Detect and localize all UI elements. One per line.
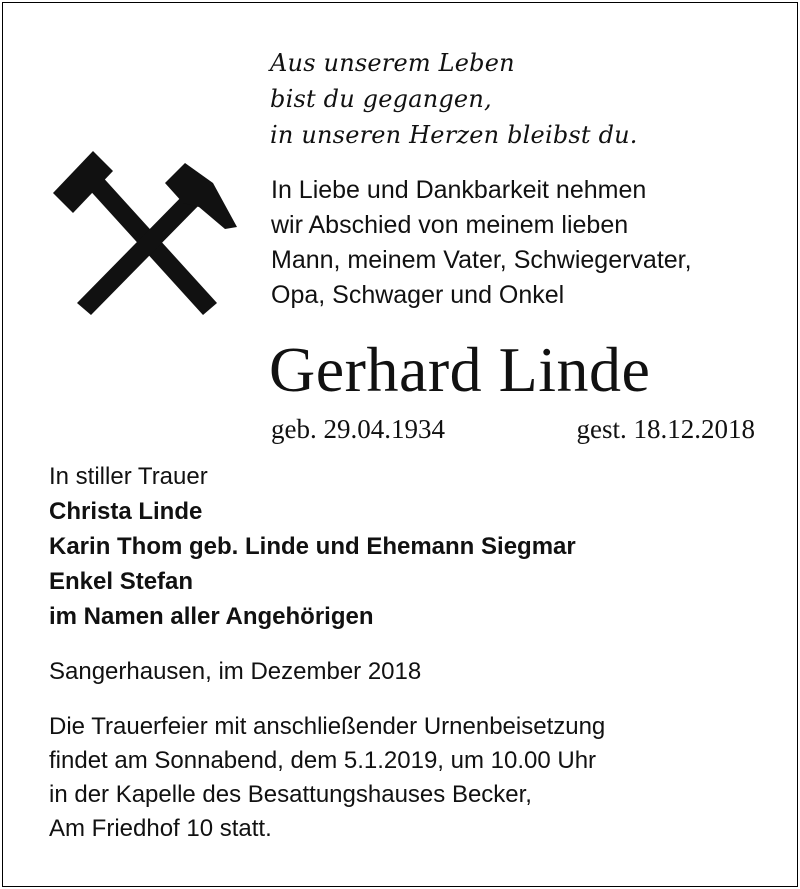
mourner-name: Enkel Stefan (49, 568, 194, 595)
motto (270, 45, 638, 153)
intro-line: Mann, meinem Vater, Schwiegervater, (271, 246, 692, 274)
motto-line: bist du gegangen, (270, 85, 492, 113)
hammer-and-pick-icon (47, 145, 237, 320)
birth-date: geb. 29.04.1934 (271, 414, 445, 444)
place-date: Sangerhausen, im Dezember 2018 (49, 658, 422, 685)
death-date: gest. 18.12.2018 (576, 414, 755, 444)
intro-line: wir Abschied von meinem lieben (271, 211, 629, 239)
funeral-line: in der Kapelle des Besattungshauses Becker, (49, 781, 532, 808)
obituary-frame (2, 2, 798, 887)
mourner-name: im Namen aller Angehörigen (49, 603, 374, 630)
funeral-info (49, 710, 605, 846)
mourners-block (49, 459, 576, 634)
funeral-line: findet am Sonnabend, dem 5.1.2019, um 10.00 Uhr (49, 747, 597, 774)
funeral-line: Am Friedhof 10 statt. (49, 815, 272, 842)
funeral-line: Die Trauerfeier mit anschließender Urnenbeisetzung (49, 713, 606, 740)
deceased-name: Gerhard Linde (269, 334, 651, 405)
intro-line: Opa, Schwager und Onkel (271, 281, 565, 309)
intro-line: In Liebe und Dankbarkeit nehmen (271, 176, 647, 204)
motto-line: Aus unserem Leben (270, 49, 515, 77)
motto-line: in unseren Herzen bleibst du. (270, 121, 638, 149)
mourners-heading: In stiller Trauer (49, 463, 208, 490)
intro-text (271, 173, 692, 313)
mourner-name: Karin Thom geb. Linde und Ehemann Siegmar (49, 533, 576, 560)
mourner-name: Christa Linde (49, 498, 203, 525)
